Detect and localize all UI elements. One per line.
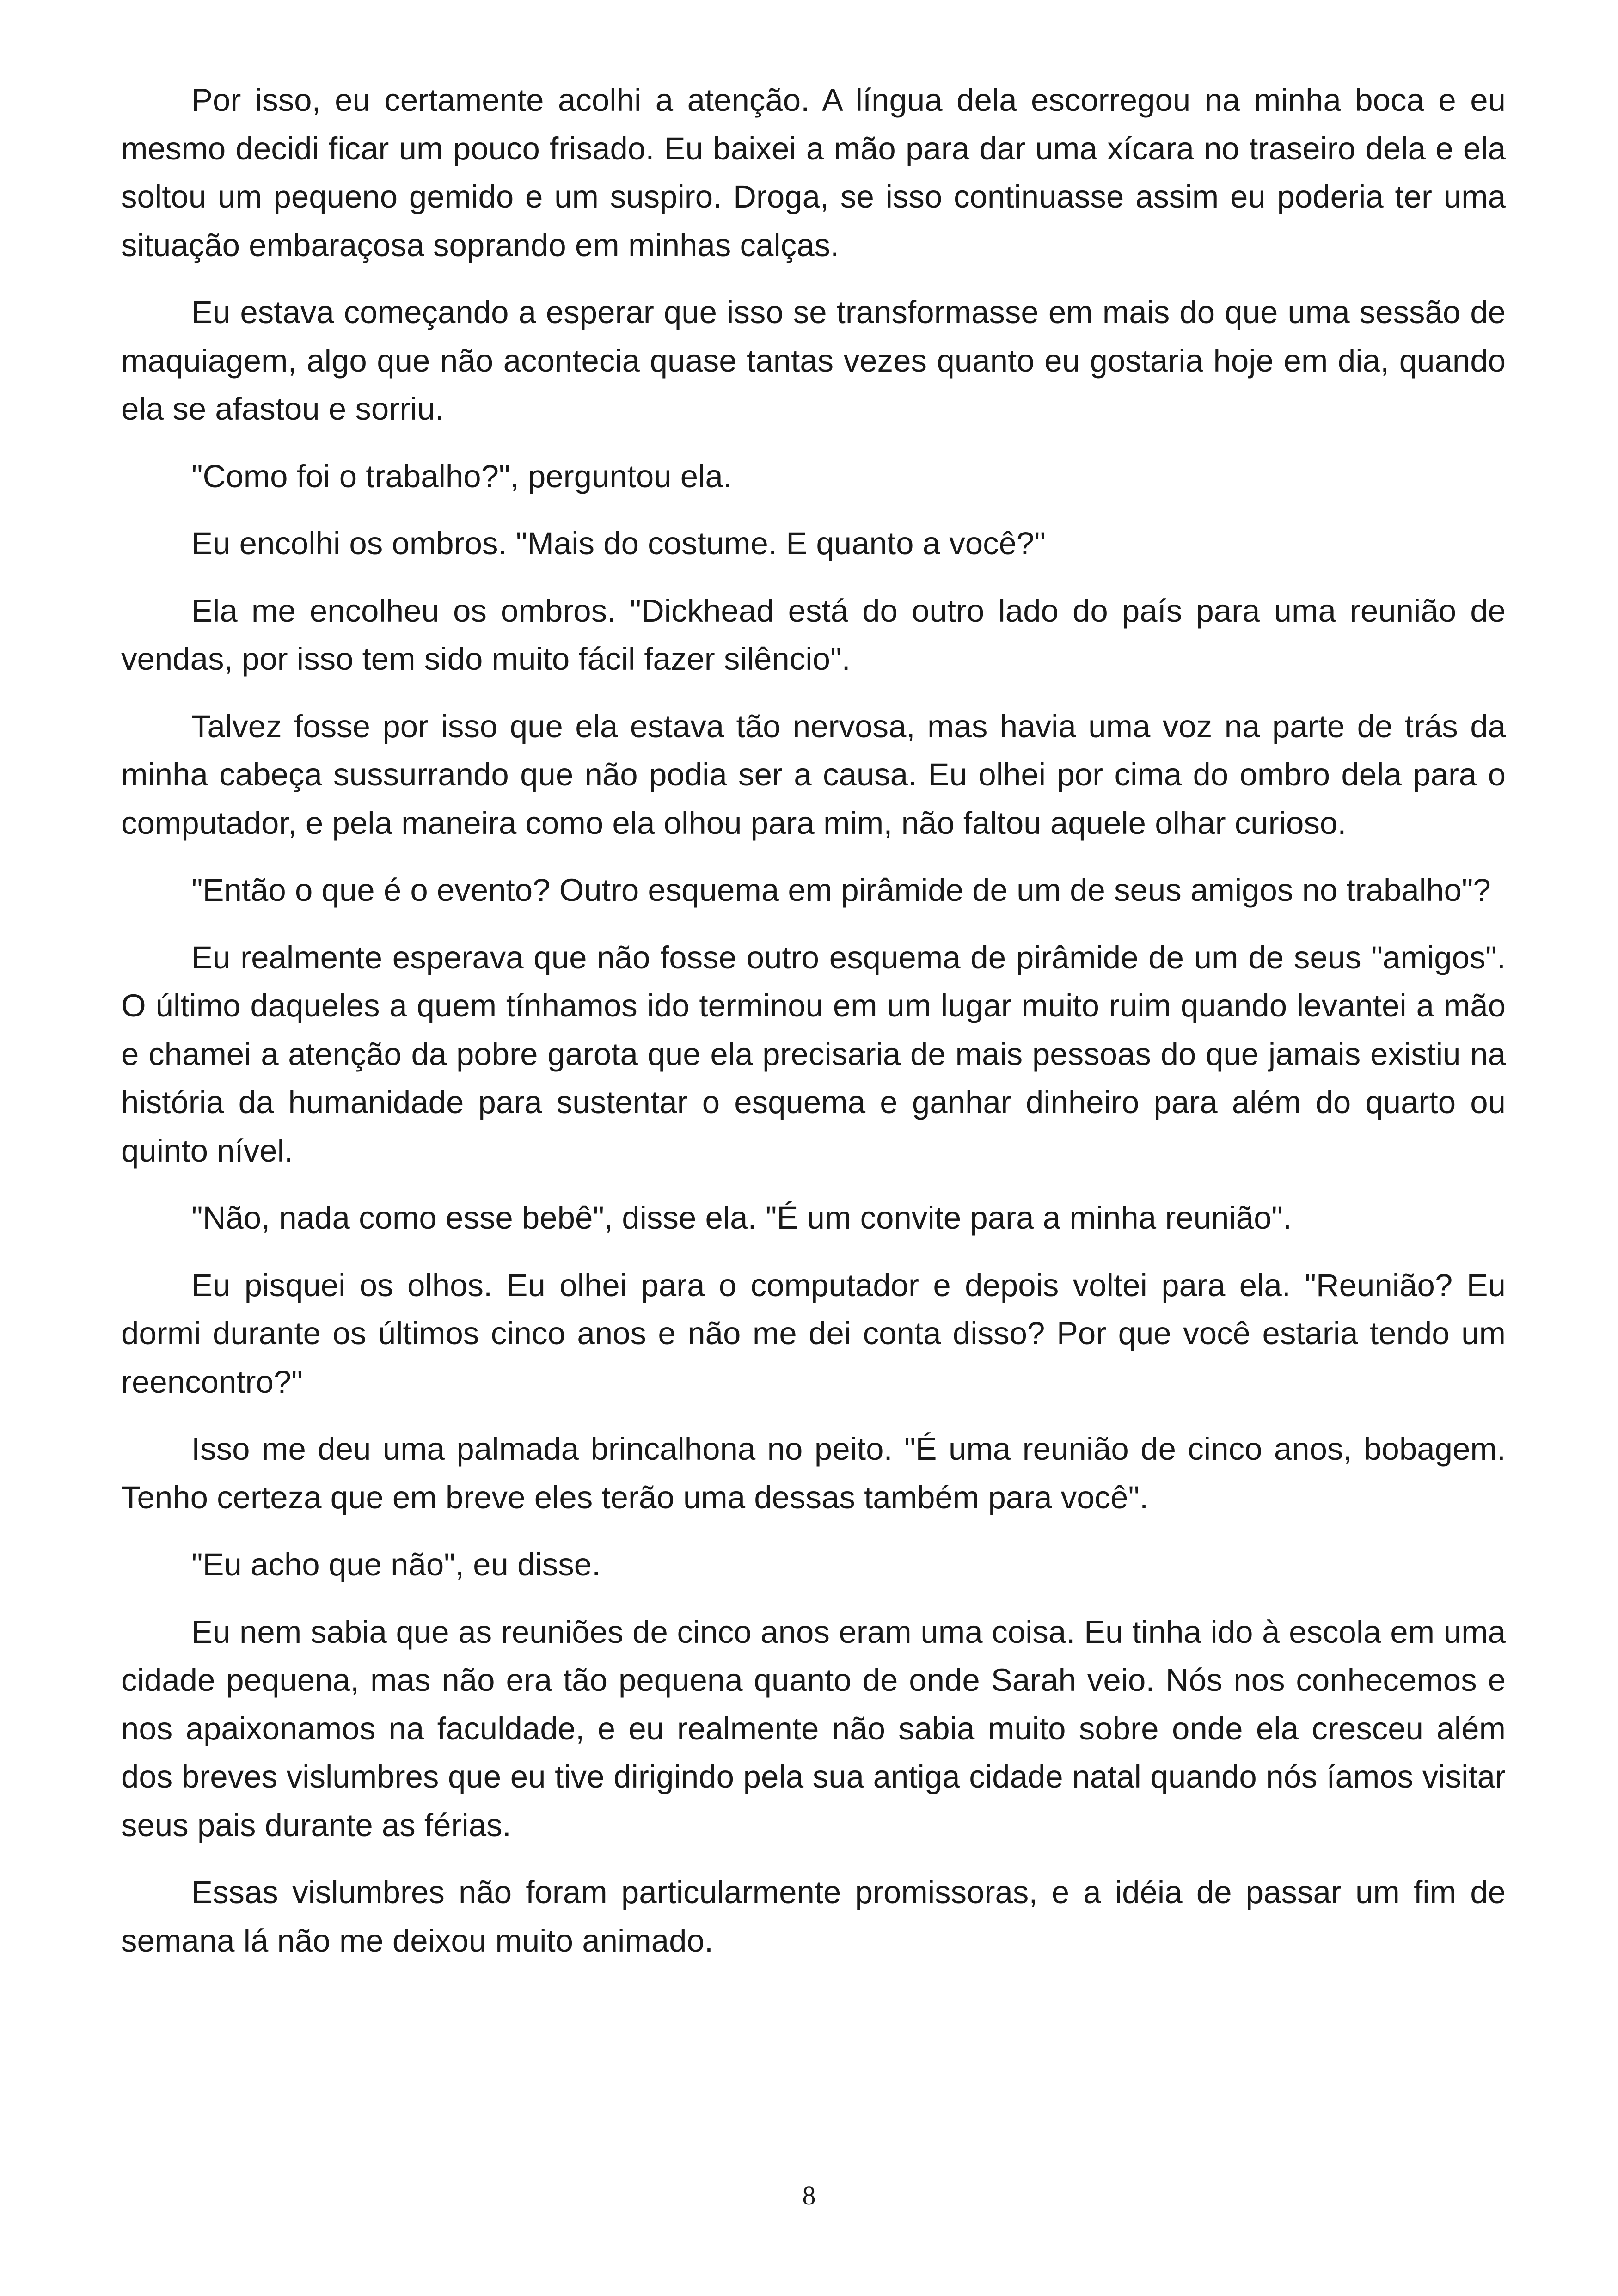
paragraph-13: Eu nem sabia que as reuniões de cinco anos eram uma coisa. Eu tinha ido à escola em uma cidade pequena, mas não era tão pequena quanto de onde Sarah veio. Nós nos conhecemos e nos apaixonamos na faculdade, e eu realmente não sabia muito sobre onde ela cresceu além dos breves vislumbres que eu tive dirigindo pela sua antiga cidade natal quando nós íamos visitar seus pais durante as férias. <box>121 1614 1506 1843</box>
paragraph-1: Por isso, eu certamente acolhi a atenção. A língua dela escorregou na minha boca e eu mesmo decidi ficar um pouco frisado. Eu baixei a mão para dar uma xícara no traseiro dela e ela soltou um pequeno gemido e um suspiro. Droga, se isso continuasse assim eu poderia ter uma situação embaraçosa soprando em minhas calças. <box>121 82 1506 263</box>
paragraph-3: "Como foi o trabalho?", perguntou ela. <box>191 458 732 494</box>
paragraph-4: Eu encolhi os ombros. "Mais do costume. E quanto a você?" <box>191 526 1046 561</box>
paragraph-8: Eu realmente esperava que não fosse outro esquema de pirâmide de um de seus "amigos". O último daqueles a quem tínhamos ido terminou em um lugar muito ruim quando levantei a mão e chamei a atenção da pobre garota que ela precisaria de mais pessoas do que jamais existiu na história da humanidade para sustentar o esquema e ganhar dinheiro para além do quarto ou quinto nível. <box>121 939 1506 1169</box>
paragraph-6: Talvez fosse por isso que ela estava tão nervosa, mas havia uma voz na parte de trás da minha cabeça sussurrando que não podia ser a causa. Eu olhei por cima do ombro dela para o computador, e pela maneira como ela olhou para mim, não faltou aquele olhar curioso. <box>121 708 1506 841</box>
paragraph-10: Eu pisquei os olhos. Eu olhei para o computador e depois voltei para ela. "Reunião? Eu dormi durante os últimos cinco anos e não me dei conta disso? Por que você estaria tendo um reencontro?" <box>121 1267 1506 1400</box>
paragraph-12: "Eu acho que não", eu disse. <box>191 1547 601 1582</box>
paragraph-14: Essas vislumbres não foram particularmente promissoras, e a idéia de passar um fim de semana lá não me deixou muito animado. <box>121 1874 1506 1959</box>
body-text <box>121 76 1506 1984</box>
page-number: 8 <box>802 2180 816 2210</box>
paragraph-11: Isso me deu uma palmada brincalhona no peito. "É uma reunião de cinco anos, bobagem. Tenho certeza que em breve eles terão uma dessas também para você". <box>121 1431 1506 1515</box>
paragraph-2: Eu estava começando a esperar que isso se transformasse em mais do que uma sessão de maquiagem, algo que não acontecia quase tantas vezes quanto eu gostaria hoje em dia, quando ela se afastou e sorriu. <box>121 294 1506 427</box>
paragraph-5: Ela me encolheu os ombros. "Dickhead está do outro lado do país para uma reunião de vendas, por isso tem sido muito fácil fazer silêncio". <box>121 593 1506 677</box>
paragraph-9: "Não, nada como esse bebê", disse ela. "É um convite para a minha reunião". <box>191 1200 1292 1236</box>
paragraph-7: "Então o que é o evento? Outro esquema em pirâmide de um de seus amigos no trabalho"? <box>191 872 1491 908</box>
